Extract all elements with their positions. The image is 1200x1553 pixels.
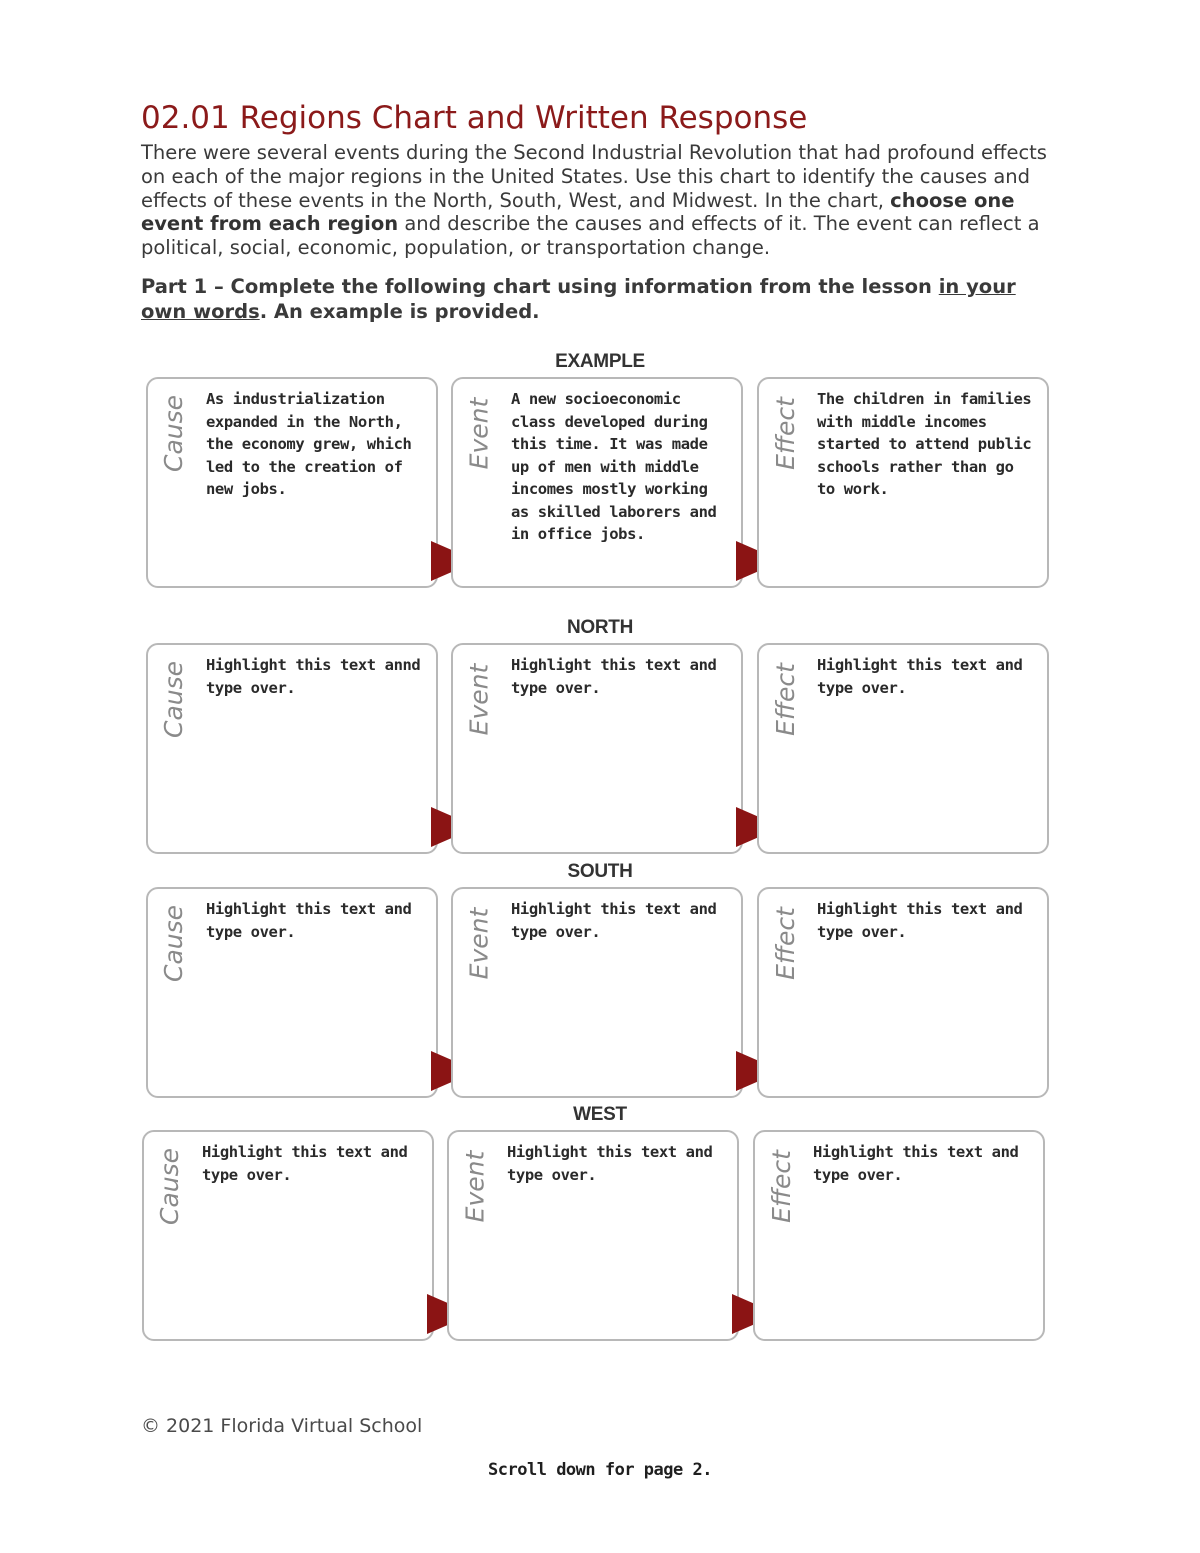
north-cause-text[interactable]: Highlight this text annd type over. (206, 656, 421, 697)
event-vertical-label: Event (460, 1150, 490, 1222)
copyright-notice: © 2021 Florida Virtual School (141, 1415, 423, 1437)
west-event-text[interactable]: Highlight this text and type over. (507, 1143, 713, 1184)
example-effect-text: The children in families with middle incomes started to attend public schools rather than go to work. (817, 390, 1032, 498)
north-cause-box[interactable] (146, 643, 438, 854)
event-vertical-label: Event (464, 663, 494, 735)
document-title: 02.01 Regions Chart and Written Response (141, 100, 808, 136)
south-event-box[interactable] (451, 887, 743, 1098)
effect-vertical-label: Effect (770, 906, 800, 980)
example-event-box (451, 377, 743, 588)
part1-underlined: in your own words (141, 275, 1016, 323)
scroll-note: Scroll down for page 2. (488, 1460, 712, 1480)
north-event-box[interactable] (451, 643, 743, 854)
section-label-west: WEST (573, 1104, 627, 1125)
section-label-north: NORTH (566, 617, 634, 638)
example-cause-text: As industrialization expanded in the North, the economy grew, which led to the creation of new jobs. (206, 390, 412, 498)
cause-vertical-label: Cause (159, 394, 189, 472)
part1-tail: . An example is provided. (259, 299, 540, 323)
west-effect-text[interactable]: Highlight this text and type over. (813, 1143, 1019, 1184)
intro-bold-text: choose one event from each region (141, 188, 1015, 236)
effect-vertical-label: Effect (770, 396, 800, 470)
cause-vertical-label: Cause (155, 1147, 185, 1225)
part1-instructions (141, 275, 1061, 324)
intro-text-1: There were several events during the Second Industrial Revolution that had profound effects on each of the major regions in the United States. Use this chart to identify the causes and effects of these events in the North, South, West, and Midwest. In the chart, (141, 141, 1047, 212)
intro-paragraph (141, 141, 1061, 260)
west-effect-box[interactable] (753, 1130, 1045, 1341)
effect-vertical-label: Effect (770, 662, 800, 736)
north-effect-text[interactable]: Highlight this text and type over. (817, 656, 1023, 697)
example-cause-box (146, 377, 438, 588)
south-cause-box[interactable] (146, 887, 438, 1098)
event-vertical-label: Event (464, 397, 494, 469)
intro-text-2: and describe the causes and effects of it. The event can reflect a political, social, economic, population, or transportation change. (141, 212, 1040, 260)
part1-lead: Part 1 – Complete the following chart using information from the lesson (141, 275, 939, 298)
cause-vertical-label: Cause (159, 660, 189, 738)
west-cause-text[interactable]: Highlight this text and type over. (202, 1143, 408, 1184)
north-effect-box[interactable] (757, 643, 1049, 854)
section-label-example: EXAMPLE (555, 351, 645, 372)
south-effect-text[interactable]: Highlight this text and type over. (817, 900, 1023, 941)
west-cause-box[interactable] (142, 1130, 434, 1341)
cause-vertical-label: Cause (159, 904, 189, 982)
example-event-text: A new socioeconomic class developed during this time. It was made up of men with middle incomes mostly working as skilled laborers and in office jobs. (511, 390, 717, 543)
south-effect-box[interactable] (757, 887, 1049, 1098)
example-effect-box (757, 377, 1049, 588)
section-label-south: SOUTH (567, 861, 633, 882)
effect-vertical-label: Effect (766, 1149, 796, 1223)
south-cause-text[interactable]: Highlight this text and type over. (206, 900, 412, 941)
west-event-box[interactable] (447, 1130, 739, 1341)
north-event-text[interactable]: Highlight this text and type over. (511, 656, 717, 697)
event-vertical-label: Event (464, 907, 494, 979)
south-event-text[interactable]: Highlight this text and type over. (511, 900, 717, 941)
